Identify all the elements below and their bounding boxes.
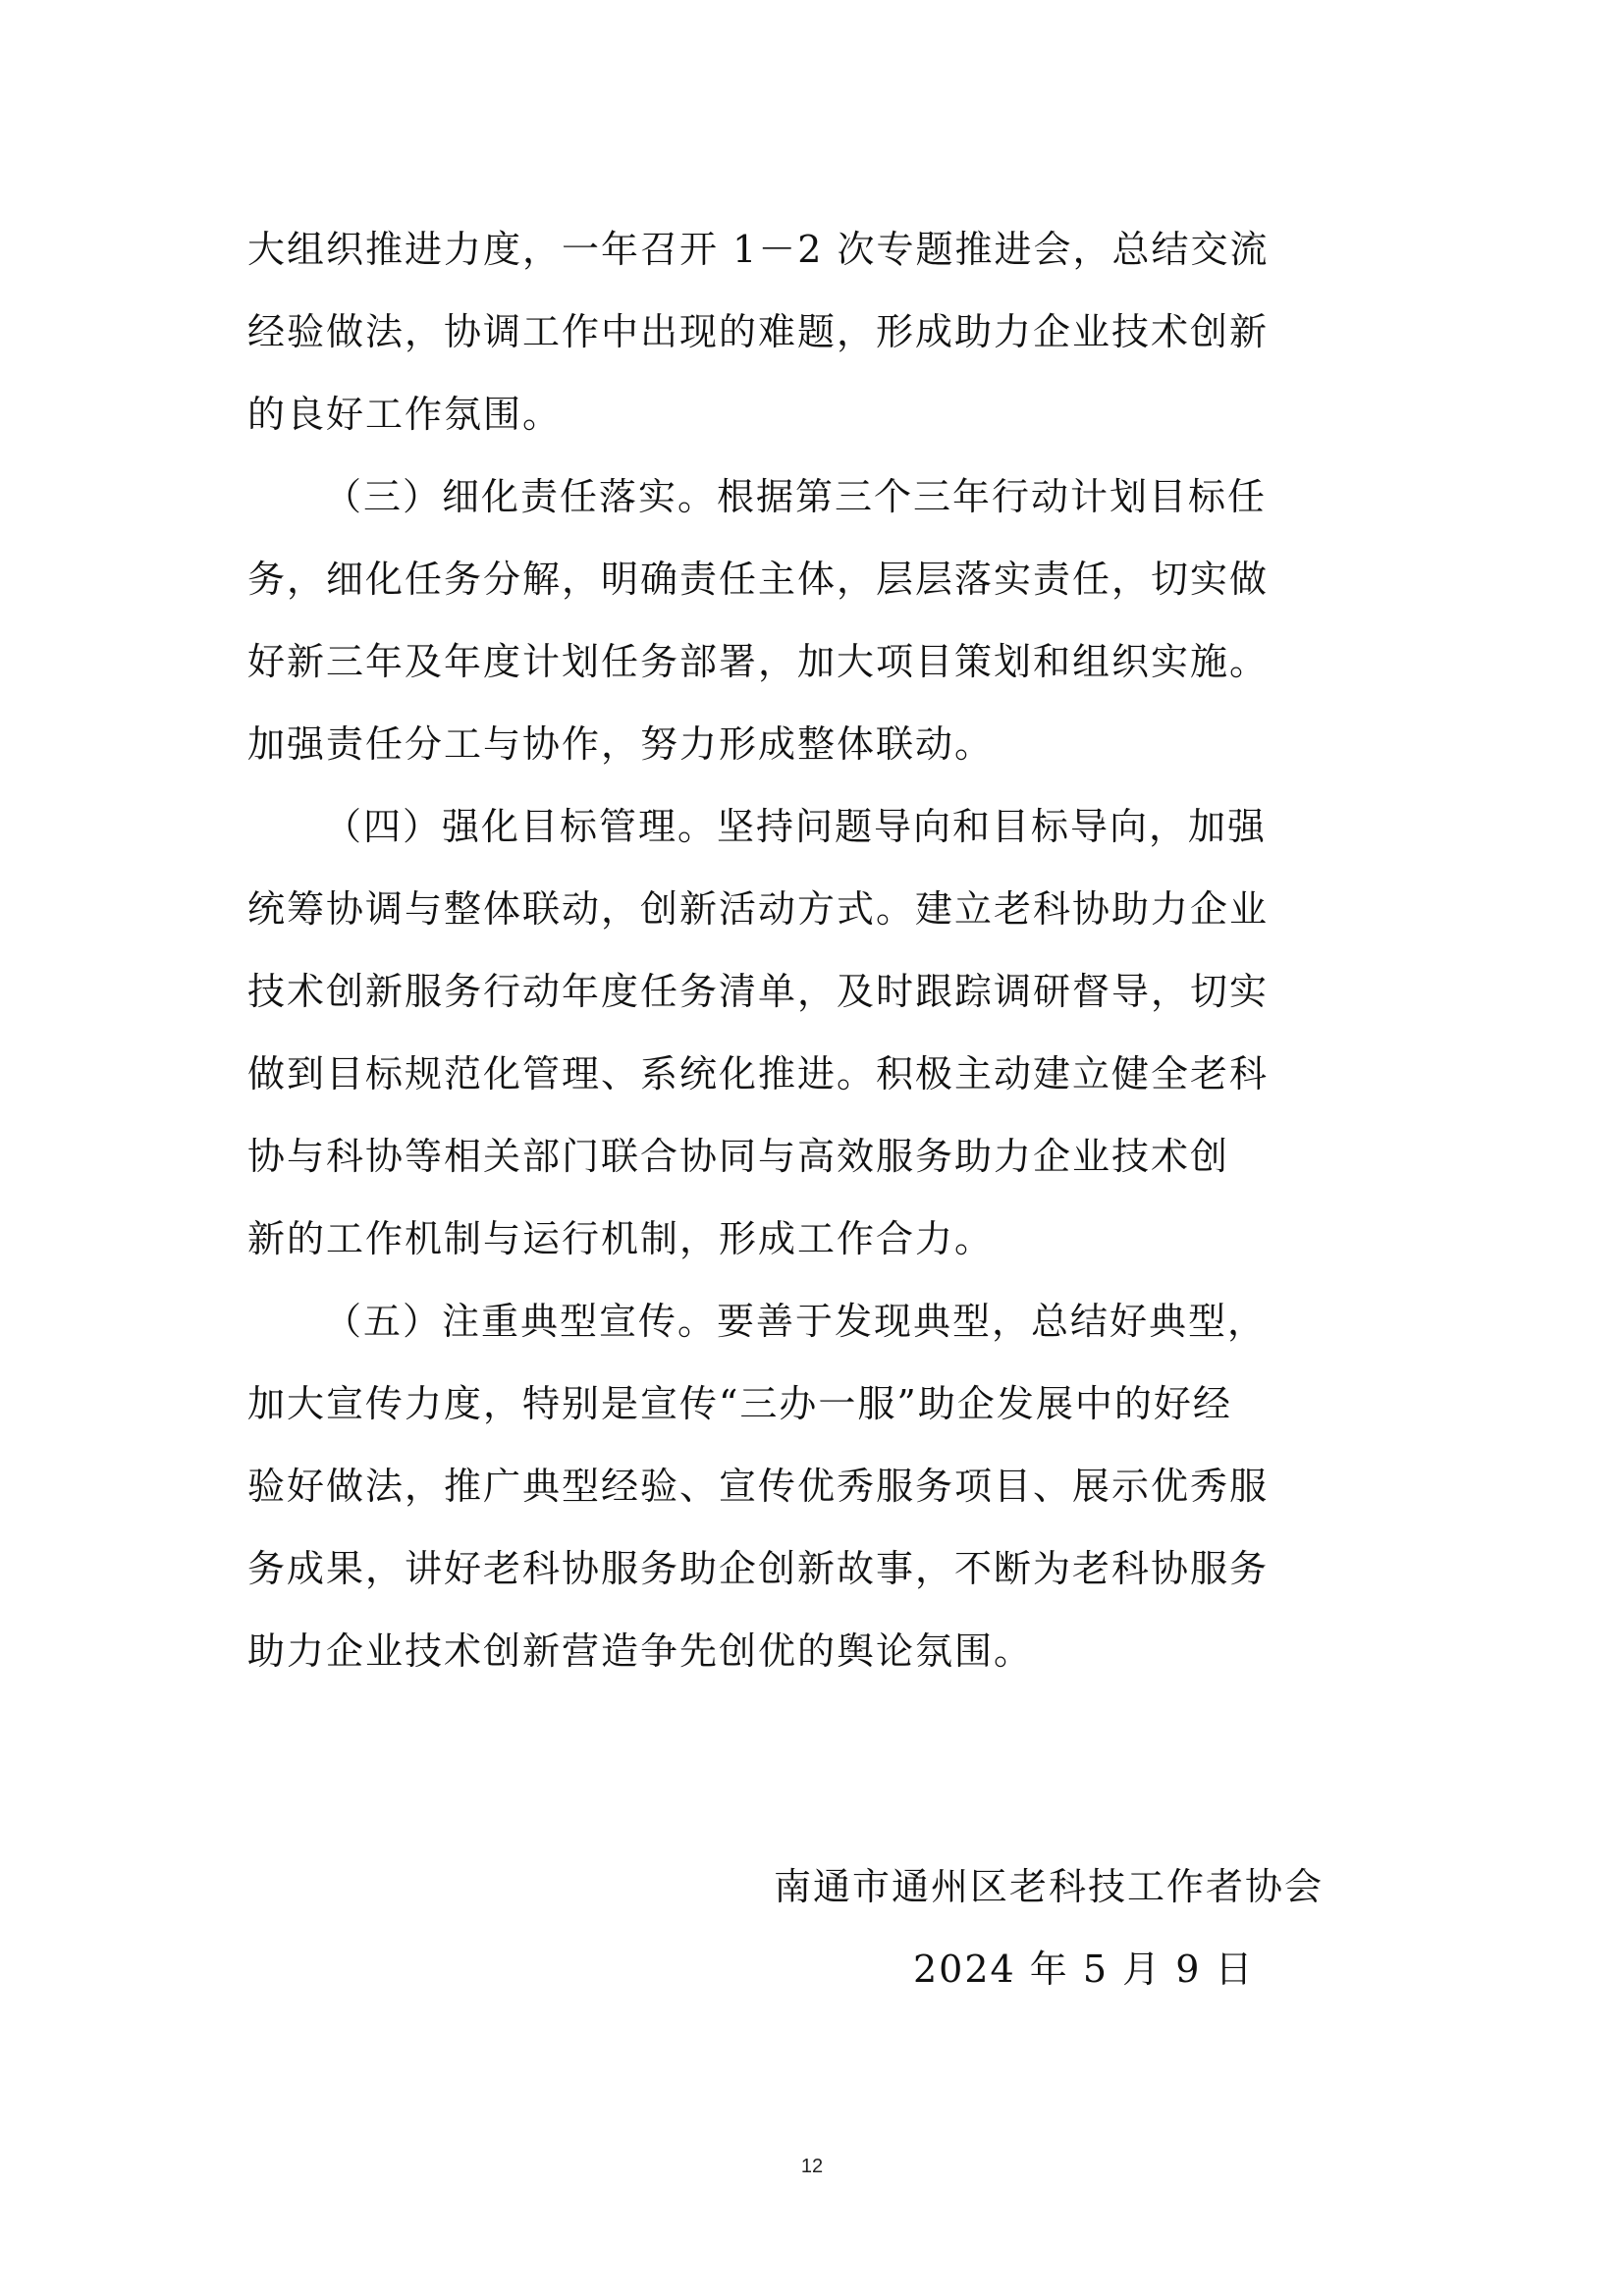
- section-four-heading-line: （四）强化目标管理。坚持问题导向和目标导向，加强: [324, 805, 1268, 848]
- body-line: 经验做法，协调工作中出现的难题，形成助力企业技术创新: [247, 310, 1270, 353]
- body-line: 技术创新服务行动年度任务清单，及时跟踪调研督导，切实: [247, 970, 1270, 1013]
- body-line: 验好做法，推广典型经验、宣传优秀服务项目、展示优秀服: [247, 1465, 1270, 1508]
- body-line: 助力企业技术创新营造争先创优的舆论氛围。: [247, 1629, 1034, 1673]
- body-line: 统筹协调与整体联动，创新活动方式。建立老科协助力企业: [247, 887, 1270, 931]
- body-line: 加大宣传力度，特别是宣传“三办一服”助企发展中的好经: [247, 1382, 1232, 1425]
- page-number: 12: [800, 2156, 824, 2177]
- section-three-heading-line: （三）细化责任落实。根据第三个三年行动计划目标任: [324, 475, 1268, 518]
- body-line: 务成果，讲好老科协服务助企创新故事，不断为老科协服务: [247, 1547, 1270, 1590]
- signature-organization: 南通市通州区老科技工作者协会: [774, 1865, 1325, 1908]
- body-line: 务，细化任务分解，明确责任主体，层层落实责任，切实做: [247, 558, 1270, 601]
- body-line: 做到目标规范化管理、系统化推进。积极主动建立健全老科: [247, 1052, 1270, 1095]
- body-line: 大组织推进力度，一年召开 1－2 次专题推进会，总结交流: [247, 228, 1270, 271]
- section-five-heading-line: （五）注重典型宣传。要善于发现典型，总结好典型，: [324, 1300, 1268, 1343]
- body-line: 新的工作机制与运行机制，形成工作合力。: [247, 1217, 995, 1260]
- body-line: 的良好工作氛围。: [247, 393, 563, 436]
- signature-date: 2024 年 5 月 9 日: [913, 1948, 1255, 1991]
- body-line: 协与科协等相关部门联合协同与高效服务助力企业技术创: [247, 1135, 1230, 1178]
- body-line: 加强责任分工与协作，努力形成整体联动。: [247, 722, 995, 766]
- body-line: 好新三年及年度计划任务部署，加大项目策划和组织实施。: [247, 640, 1270, 683]
